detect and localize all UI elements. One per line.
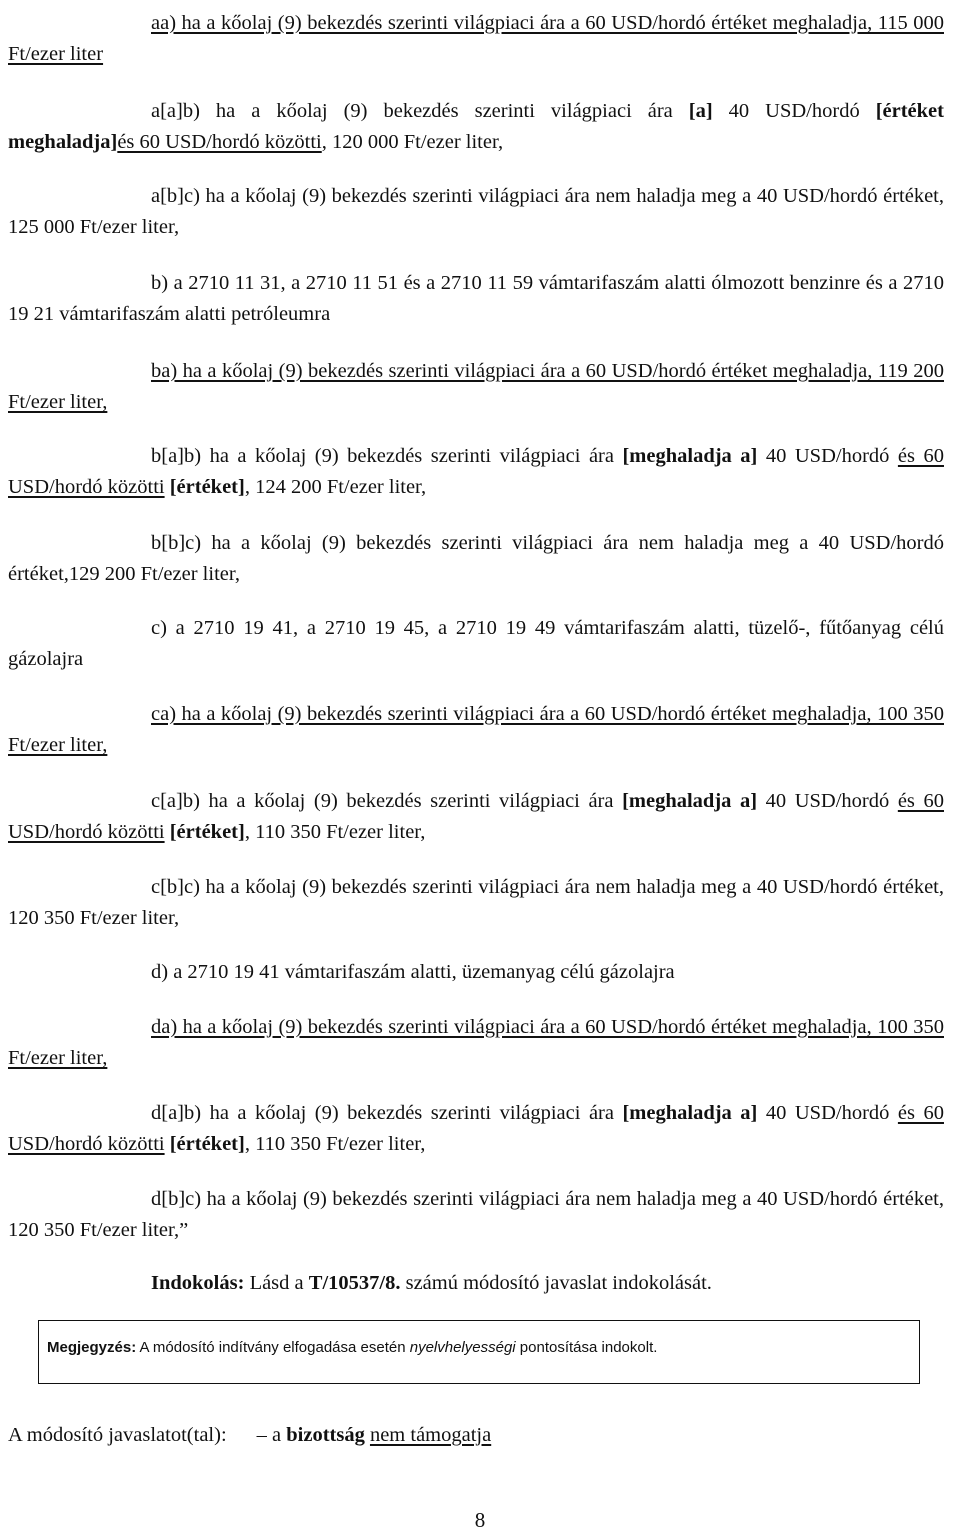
- para-db-seg2: 40 USD/hordó: [757, 1102, 898, 1124]
- para-aa: [8, 8, 944, 70]
- para-db-inserted: és 60 USD/hordó közötti: [8, 1102, 944, 1155]
- para-bb-seg3: , 124 200 Ft/ezer liter,: [244, 476, 427, 498]
- note-italic: nyelvhelyességi: [409, 1339, 516, 1356]
- para-c: [8, 613, 944, 675]
- para-aa-text: aa) ha a kőolaj (9) bekezdés szerinti világpiaci ára a 60 USD/hordó értéket meghaladja, 115 000 Ft/ezer liter: [8, 12, 944, 65]
- para-da: [8, 1012, 944, 1074]
- para-bc: [8, 528, 944, 590]
- indoklas: [8, 1268, 944, 1299]
- para-ca-text: ca) ha a kőolaj (9) bekezdés szerinti világpiaci ára a 60 USD/hordó értéket meghaladja, 100 350 Ft/ezer liter,: [8, 703, 944, 756]
- page-number: 8: [474, 1508, 486, 1532]
- para-dc-text: d[b]c) ha a kőolaj (9) bekezdés szerinti világpiaci ára nem haladja meg a 40 USD/hordó értéket, 120 350 Ft/ezer liter,”: [8, 1188, 944, 1241]
- para-dc: [8, 1184, 944, 1246]
- note-text: A módosító indítvány elfogadása esetén: [136, 1339, 410, 1356]
- para-cc: [8, 872, 944, 934]
- para-bb-inserted: és 60 USD/hordó közötti: [8, 445, 944, 498]
- para-cb-deleted2: [értéket]: [169, 821, 245, 843]
- para-bb-seg: b[a]b) ha a kőolaj (9) bekezdés szerinti világpiaci ára: [151, 445, 623, 467]
- para-ab-seg: ha a kőolaj (9) bekezdés szerinti világpiaci ára: [199, 100, 689, 122]
- para-ab-deleted2: [értéket meghaladja]: [8, 100, 944, 153]
- para-d: [8, 957, 944, 988]
- indoklas-label: Indokolás:: [151, 1272, 245, 1294]
- para-ab-deleted: [a]: [688, 100, 713, 122]
- para-ca: [8, 699, 944, 761]
- para-bb: [8, 441, 944, 503]
- para-db-deleted2: [értéket]: [169, 1133, 245, 1155]
- para-ac-label: a[b]c): [151, 185, 200, 207]
- para-ba: [8, 356, 944, 418]
- para-ab-seg3: , 120 000 Ft/ezer liter,: [321, 131, 504, 153]
- para-cc-text: c[b]c) ha a kőolaj (9) bekezdés szerinti világpiaci ára nem haladja meg a 40 USD/hordó értéket, 120 350 Ft/ezer liter,: [8, 876, 944, 929]
- para-b-text: b) a 2710 11 31, a 2710 11 51 és a 2710 11 59 vámtarifaszám alatti ólmozott benzinre és a 2710 19 21 vámtarifaszám alatti petróleumra: [8, 272, 944, 325]
- para-cb-seg: c[a]b) ha a kőolaj (9) bekezdés szerinti világpiaci ára: [151, 790, 623, 812]
- para-cb-deleted: [meghaladja a]: [622, 790, 758, 812]
- indoklas-ref: T/10537/8.: [308, 1272, 401, 1294]
- final-label: A módosító javaslatot(tal):: [8, 1424, 227, 1446]
- para-bb-deleted2: [értéket]: [169, 476, 245, 498]
- para-b: [8, 268, 944, 330]
- para-cb: [8, 786, 944, 848]
- note-text2: pontosítása indokolt.: [515, 1339, 658, 1356]
- para-cb-seg2: 40 USD/hordó: [757, 790, 898, 812]
- para-d-text: d) a 2710 19 41 vámtarifaszám alatti, üzemanyag célú gázolajra: [151, 961, 675, 983]
- para-bb-seg2: 40 USD/hordó: [757, 445, 898, 467]
- para-cb-inserted: és 60 USD/hordó közötti: [8, 790, 944, 843]
- indoklas-text2: számú módosító javaslat indokolását.: [400, 1272, 712, 1294]
- final-committee: bizottság: [286, 1424, 365, 1446]
- para-c-text: c) a 2710 19 41, a 2710 19 45, a 2710 19 49 vámtarifaszám alatti, tüzelő-, fűtőanyag célú gázolajra: [8, 617, 944, 670]
- para-ac-text: ha a kőolaj (9) bekezdés szerinti világpiaci ára nem haladja meg a 40 USD/hordó értéket, 125 000 Ft/ezer liter,: [8, 185, 944, 238]
- para-ba-text: ba) ha a kőolaj (9) bekezdés szerinti világpiaci ára a 60 USD/hordó értéket meghaladja, 119 200 Ft/ezer liter,: [8, 360, 944, 413]
- final-verdict: nem támogatja: [369, 1424, 492, 1446]
- note-box: [38, 1320, 920, 1384]
- para-ab-seg2: 40 USD/hordó: [712, 100, 876, 122]
- para-ac: [8, 181, 944, 243]
- para-db-seg: d[a]b) ha a kőolaj (9) bekezdés szerinti világpiaci ára: [151, 1102, 623, 1124]
- para-ab-label: a[a]b): [151, 100, 200, 122]
- para-bc-text: b[b]c) ha a kőolaj (9) bekezdés szerinti világpiaci ára nem haladja meg a 40 USD/hordó értéket,129 200 Ft/ezer liter,: [8, 532, 944, 585]
- committee-position: [8, 1420, 491, 1451]
- final-prefix: – a: [256, 1424, 287, 1446]
- para-cb-seg3: , 110 350 Ft/ezer liter,: [244, 821, 426, 843]
- para-db-seg3: , 110 350 Ft/ezer liter,: [244, 1133, 426, 1155]
- para-ab: [8, 96, 944, 158]
- para-db-deleted: [meghaladja a]: [622, 1102, 758, 1124]
- para-da-text: da) ha a kőolaj (9) bekezdés szerinti világpiaci ára a 60 USD/hordó értéket meghaladja, 100 350 Ft/ezer liter,: [8, 1016, 944, 1069]
- para-ab-inserted: és 60 USD/hordó közötti: [117, 131, 322, 153]
- indoklas-text: Lásd a: [244, 1272, 309, 1294]
- note-label: Megjegyzés:: [47, 1339, 137, 1356]
- para-bb-deleted: [meghaladja a]: [622, 445, 758, 467]
- para-db: [8, 1098, 944, 1160]
